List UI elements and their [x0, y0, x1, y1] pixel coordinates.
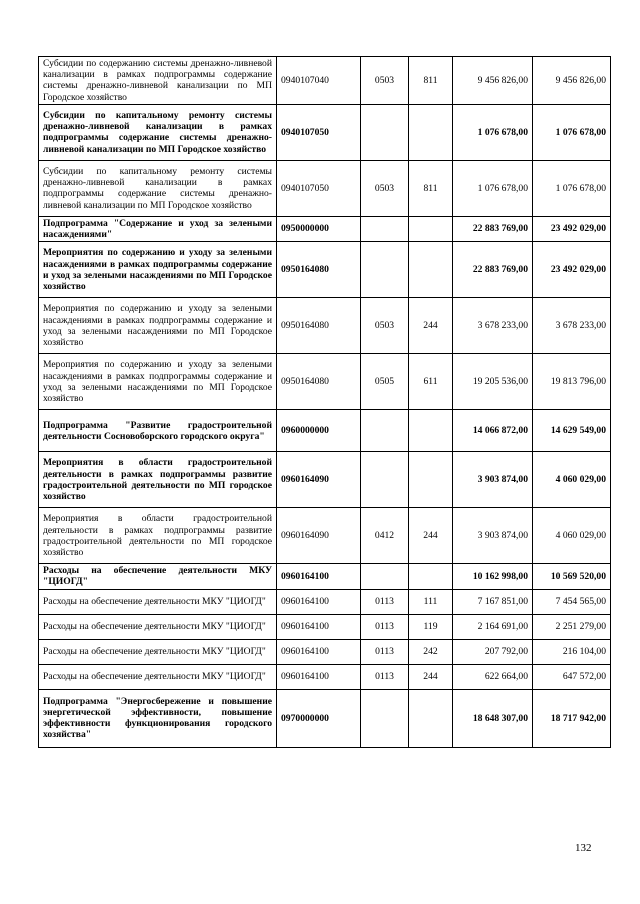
cell-sum-year-2: 216 104,00: [533, 639, 611, 664]
table-row: [39, 589, 611, 614]
cell-name: Субсидии по капитальному ремонту системы дренажно-ливневой канализации в рамках подпрограммы содержание системы дренажно-ливневой канализации по МП Городское хозяйство: [39, 160, 277, 216]
cell-section: 0503: [361, 298, 409, 354]
page-number: 132: [575, 842, 592, 854]
cell-sum-year-1: 3 678 233,00: [453, 298, 533, 354]
cell-sum-year-2: 4 060 029,00: [533, 508, 611, 564]
cell-sum-year-1: 207 792,00: [453, 639, 533, 664]
cell-code: 0960164100: [277, 614, 361, 639]
table-row: [39, 354, 611, 410]
table-row: [39, 57, 611, 105]
cell-name: Расходы на обеспечение деятельности МКУ "ЦИОГД": [39, 614, 277, 639]
cell-name: Расходы на обеспечение деятельности МКУ "ЦИОГД": [39, 589, 277, 614]
cell-sum-year-2: 18 717 942,00: [533, 689, 611, 747]
cell-type: 119: [409, 614, 453, 639]
cell-sum-year-1: 9 456 826,00: [453, 57, 533, 105]
cell-section: [361, 104, 409, 160]
cell-section: 0113: [361, 664, 409, 689]
cell-name: Мероприятия в области градостроительной деятельности в рамках подпрограммы развитие градостроительной деятельности по МП городское хозяйство: [39, 508, 277, 564]
cell-code: 0940107050: [277, 104, 361, 160]
cell-code: 0960164100: [277, 589, 361, 614]
cell-section: [361, 689, 409, 747]
cell-code: 0950164080: [277, 354, 361, 410]
cell-section: [361, 452, 409, 508]
cell-sum-year-1: 2 164 691,00: [453, 614, 533, 639]
cell-code: 0940107050: [277, 160, 361, 216]
table-row: [39, 216, 611, 241]
cell-name: Расходы на обеспечение деятельности МКУ "ЦИОГД": [39, 664, 277, 689]
table-row: [39, 104, 611, 160]
cell-code: 0950164080: [277, 298, 361, 354]
cell-name: Мероприятия по содержанию и уходу за зелеными насаждениями в рамках подпрограммы содержание и уход за зелеными насаждениями по МП Городское хозяйство: [39, 298, 277, 354]
cell-name: Мероприятия по содержанию и уходу за зелеными насаждениями в рамках подпрограммы содержание и уход за зелеными насаждениями по МП Городское хозяйство: [39, 242, 277, 298]
cell-type: 611: [409, 354, 453, 410]
cell-sum-year-2: 10 569 520,00: [533, 564, 611, 589]
table-row: [39, 639, 611, 664]
cell-sum-year-1: 18 648 307,00: [453, 689, 533, 747]
cell-sum-year-1: 3 903 874,00: [453, 452, 533, 508]
cell-sum-year-1: 1 076 678,00: [453, 160, 533, 216]
cell-section: 0113: [361, 639, 409, 664]
cell-sum-year-2: 7 454 565,00: [533, 589, 611, 614]
cell-type: 244: [409, 664, 453, 689]
cell-code: 0960164100: [277, 639, 361, 664]
cell-sum-year-2: 9 456 826,00: [533, 57, 611, 105]
cell-type: 811: [409, 57, 453, 105]
cell-name: Расходы на обеспечение деятельности МКУ "ЦИОГД": [39, 564, 277, 589]
cell-section: 0505: [361, 354, 409, 410]
budget-table-body: [39, 57, 611, 748]
cell-code: 0940107040: [277, 57, 361, 105]
cell-type: 244: [409, 508, 453, 564]
cell-name: Подпрограмма "Энергосбережение и повышение энергетической эффективности, повышение эффективности функционирования городского хозяйства": [39, 689, 277, 747]
cell-section: 0503: [361, 57, 409, 105]
cell-sum-year-2: 19 813 796,00: [533, 354, 611, 410]
cell-sum-year-2: 647 572,00: [533, 664, 611, 689]
cell-sum-year-1: 3 903 874,00: [453, 508, 533, 564]
cell-name: Субсидии по содержанию системы дренажно-ливневой канализации в рамках подпрограммы содержание системы дренажно-ливневой канализации по МП Городское хозяйство: [39, 57, 277, 105]
cell-section: 0412: [361, 508, 409, 564]
cell-type: [409, 452, 453, 508]
cell-type: [409, 410, 453, 452]
cell-section: [361, 564, 409, 589]
cell-sum-year-1: 19 205 536,00: [453, 354, 533, 410]
cell-type: 111: [409, 589, 453, 614]
cell-type: 242: [409, 639, 453, 664]
cell-code: 0960164090: [277, 508, 361, 564]
cell-sum-year-1: 22 883 769,00: [453, 216, 533, 241]
cell-code: 0960164090: [277, 452, 361, 508]
cell-name: Мероприятия по содержанию и уходу за зелеными насаждениями в рамках подпрограммы содержание и уход за зелеными насаждениями по МП Городское хозяйство: [39, 354, 277, 410]
cell-section: 0113: [361, 614, 409, 639]
cell-type: 811: [409, 160, 453, 216]
cell-type: [409, 242, 453, 298]
cell-sum-year-2: 3 678 233,00: [533, 298, 611, 354]
cell-sum-year-1: 1 076 678,00: [453, 104, 533, 160]
cell-code: 0960164100: [277, 564, 361, 589]
cell-sum-year-1: 22 883 769,00: [453, 242, 533, 298]
cell-section: [361, 216, 409, 241]
cell-sum-year-1: 14 066 872,00: [453, 410, 533, 452]
table-row: [39, 614, 611, 639]
cell-sum-year-2: 4 060 029,00: [533, 452, 611, 508]
cell-name: Подпрограмма "Развитие градостроительной деятельности Сосновоборского городского округа": [39, 410, 277, 452]
cell-sum-year-2: 1 076 678,00: [533, 104, 611, 160]
cell-type: [409, 104, 453, 160]
cell-code: 0970000000: [277, 689, 361, 747]
cell-code: 0960164100: [277, 664, 361, 689]
cell-section: [361, 410, 409, 452]
cell-sum-year-1: 10 162 998,00: [453, 564, 533, 589]
table-row: [39, 410, 611, 452]
table-row: [39, 160, 611, 216]
cell-code: 0950164080: [277, 242, 361, 298]
cell-sum-year-1: 7 167 851,00: [453, 589, 533, 614]
cell-sum-year-2: 23 492 029,00: [533, 242, 611, 298]
budget-table: [38, 56, 611, 748]
cell-type: [409, 564, 453, 589]
cell-section: 0503: [361, 160, 409, 216]
cell-type: [409, 689, 453, 747]
cell-name: Расходы на обеспечение деятельности МКУ "ЦИОГД": [39, 639, 277, 664]
cell-section: 0113: [361, 589, 409, 614]
cell-code: 0950000000: [277, 216, 361, 241]
cell-sum-year-2: 14 629 549,00: [533, 410, 611, 452]
table-row: [39, 298, 611, 354]
table-row: [39, 689, 611, 747]
cell-sum-year-2: 1 076 678,00: [533, 160, 611, 216]
cell-type: [409, 216, 453, 241]
cell-sum-year-2: 2 251 279,00: [533, 614, 611, 639]
table-row: [39, 564, 611, 589]
table-row: [39, 452, 611, 508]
cell-name: Субсидии по капитальному ремонту системы дренажно-ливневой канализации в рамках подпрограммы содержание системы дренажно-ливневой канализации по МП Городское хозяйство: [39, 104, 277, 160]
table-row: [39, 242, 611, 298]
cell-code: 0960000000: [277, 410, 361, 452]
table-row: [39, 508, 611, 564]
cell-sum-year-2: 23 492 029,00: [533, 216, 611, 241]
cell-section: [361, 242, 409, 298]
cell-type: 244: [409, 298, 453, 354]
cell-sum-year-1: 622 664,00: [453, 664, 533, 689]
cell-name: Мероприятия в области градостроительной деятельности в рамках подпрограммы развитие градостроительной деятельности по МП городское хозяйство: [39, 452, 277, 508]
cell-name: Подпрограмма "Содержание и уход за зелеными насаждениями": [39, 216, 277, 241]
table-row: [39, 664, 611, 689]
